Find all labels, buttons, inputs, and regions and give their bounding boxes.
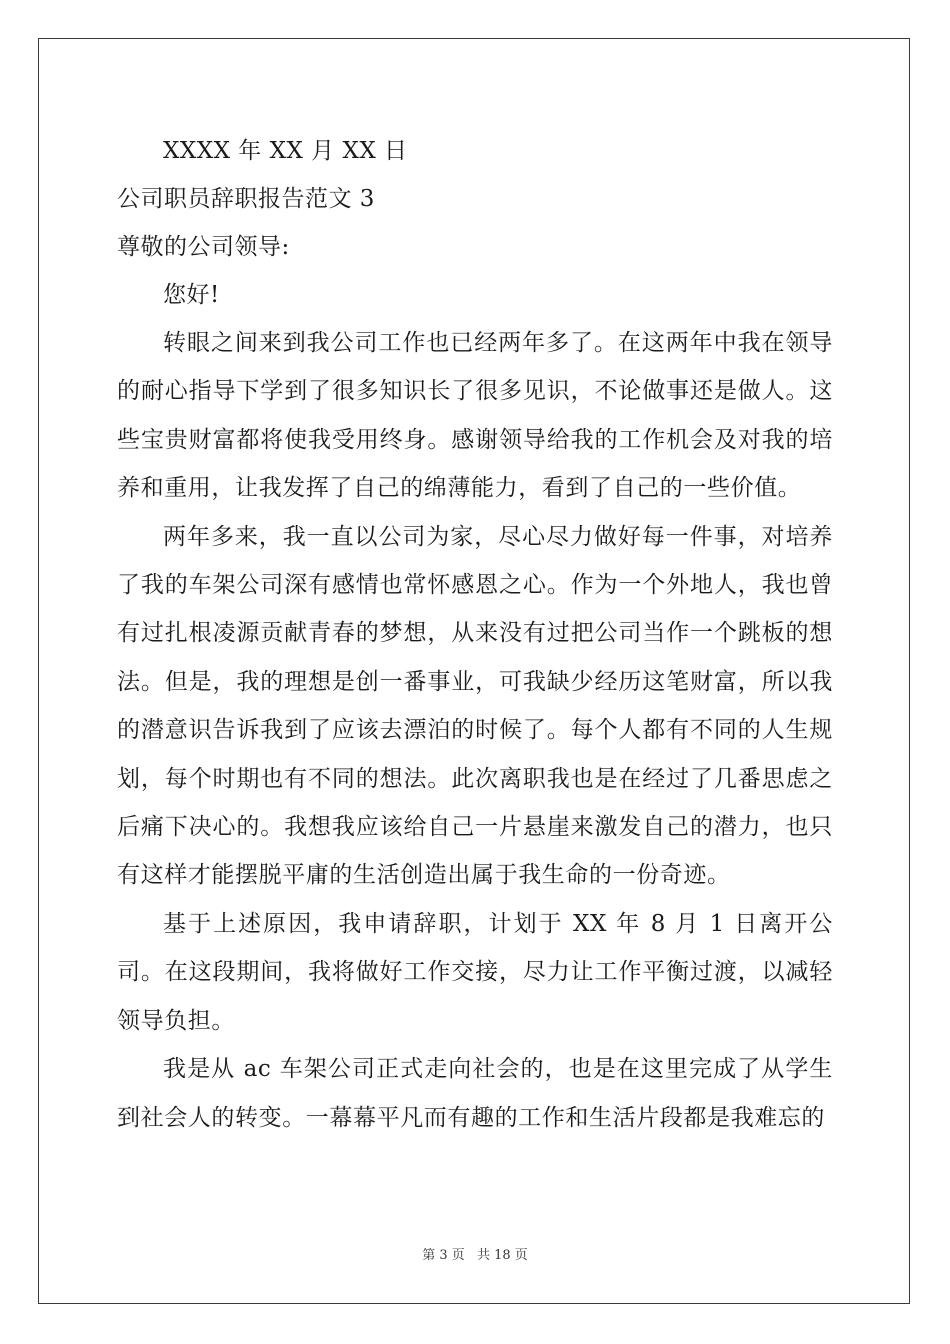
salutation: 尊敬的公司领导: (117, 234, 290, 260)
paragraph-1: 转眼之间来到我公司工作也已经两年多了。在这两年中我在领导的耐心指导下学到了很多知识长了很多见识，不论做事还是做人。这些宝贵财富都将使我受用终身。感谢领导给我的工作机会及对我的培养和重用，让我发挥了自己的绵薄能力，看到了自己的一些价值。 (117, 330, 833, 502)
greeting: 您好! (163, 282, 220, 308)
date-line: XXXX 年 XX 月 XX 日 (163, 138, 408, 164)
paragraph-2: 两年多来，我一直以公司为家，尽心尽力做好每一件事，对培养了我的车架公司深有感情也常怀感恩之心。作为一个外地人，我也曾有过扎根凌源贡献青春的梦想，从来没有过把公司当作一个跳板的想法。但是，我的理想是创一番事业，可我缺少经历这笔财富，所以我的潜意识告诉我到了应该去漂泊的时候了。每个人都有不同的人生规划，每个时期也有不同的想法。此次离职我也是在经过了几番思虑之后痛下决心的。我想我应该给自己一片悬崖来激发自己的潜力，也只有这样才能摆脱平庸的生活创造出属于我生命的一份奇迹。 (117, 523, 833, 889)
document-title: 公司职员辞职报告范文 3 (117, 186, 375, 212)
paragraph-3: 基于上述原因，我申请辞职，计划于 XX 年 8 月 1 日离开公司。在这段期间，我将做好工作交接，尽力让工作平衡过渡，以减轻领导负担。 (117, 910, 833, 1034)
page-number: 第 3 页 (422, 1248, 465, 1263)
page-total: 共 18 页 (476, 1248, 528, 1263)
paragraph-4: 我是从 ac 车架公司正式走向社会的，也是在这里完成了从学生到社会人的转变。一幕幕平凡而有趣的工作和生活片段都是我难忘的 (117, 1056, 833, 1131)
document-body (117, 127, 833, 1142)
page-footer (0, 1244, 950, 1263)
